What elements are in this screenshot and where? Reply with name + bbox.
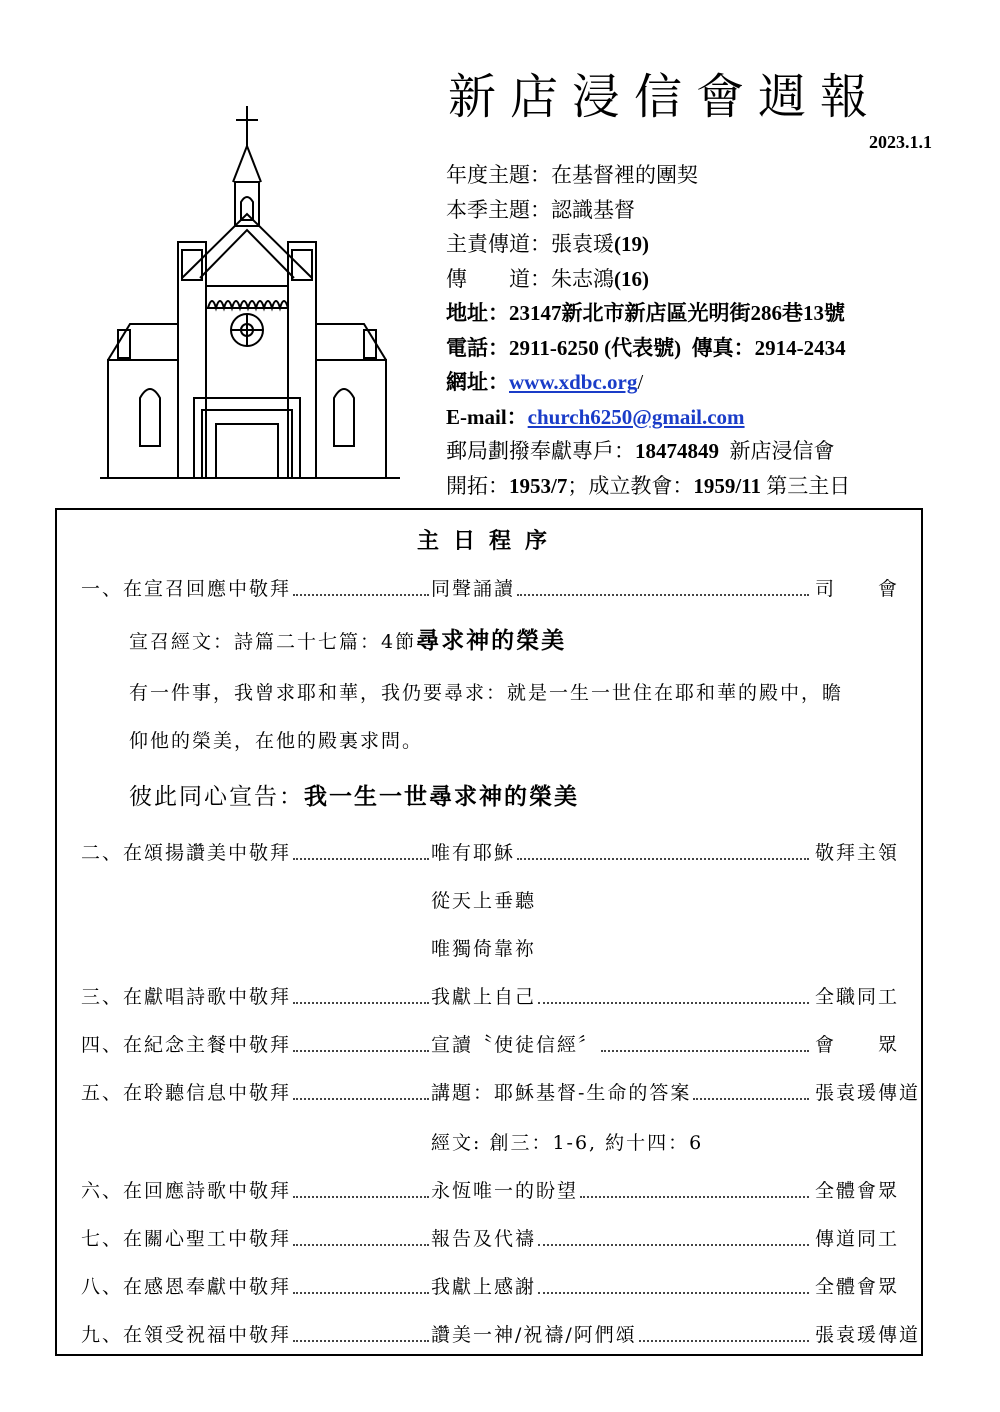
preacher: 傳 道：朱志鴻(16): [446, 266, 649, 291]
program-item: 六、在回應詩歌中敬拜 永恆唯一的盼望 全體會眾: [81, 1176, 901, 1206]
program-item: 一、在宣召回應中敬拜 同聲誦讀 司 會: [81, 574, 901, 604]
declaration: 彼此同心宣告：我一生一世尋求神的榮美: [129, 783, 579, 810]
program-item: 五、在聆聽信息中敬拜 講題：耶穌基督-生命的答案 張袁瑗傳道: [81, 1078, 901, 1108]
email-link[interactable]: church6250@gmail.com: [527, 404, 745, 429]
song-extra-1: 從天上垂聽: [431, 890, 537, 912]
bulletin-date: 2023.1.1: [869, 132, 932, 152]
program-heading: 主日程序: [416, 528, 561, 554]
program-item: 二、在頌揚讚美中敬拜 唯有耶穌 敬拜主領: [81, 838, 901, 868]
website-link[interactable]: www.xdbc.org: [509, 370, 638, 394]
lead-pastor: 主責傳道：張袁瑗(19): [446, 232, 649, 256]
address: 地址：23147新北市新店區光明街286巷13號: [446, 301, 845, 325]
church-info: [446, 158, 850, 503]
phone-fax: 電話：2911-6250 (代表號) 傳真：2914-2434: [446, 335, 846, 360]
program-item: 九、在領受祝福中敬拜 讚美一神/祝禱/阿們頌 張袁瑗傳道: [81, 1320, 901, 1350]
year-theme: 年度主題：在基督裡的團契: [446, 163, 698, 187]
program-item: 四、在紀念主餐中敬拜 宣讀〝使徒信經〞 會 眾: [81, 1030, 901, 1060]
program-item: 七、在關心聖工中敬拜 報告及代禱 傳道同工: [81, 1224, 901, 1254]
song-extra-2: 唯獨倚靠祢: [431, 938, 537, 960]
bulletin-title: 新店浸信會週報: [448, 69, 883, 125]
postal-account: 郵局劃撥奉獻專戶：18474849 新店浸信會: [446, 439, 835, 463]
season-theme: 本季主題：認識基督: [446, 197, 635, 222]
verse-line-1: 有一件事，我曾求耶和華，我仍要尋求：就是一生一世住在耶和華的殿中，瞻: [129, 682, 844, 704]
website: 網址：www.xdbc.org/: [446, 370, 644, 394]
call-verse: 宣召經文：詩篇二十七篇：4節尋求神的榮美: [129, 627, 567, 654]
service-program: [55, 508, 923, 1356]
program-item: 八、在感恩奉獻中敬拜 我獻上感謝 全體會眾: [81, 1272, 901, 1302]
email: E-mail：church6250@gmail.com: [446, 404, 745, 429]
scripture-reference: 經文: 創三：1-6, 約十四：6: [431, 1132, 704, 1154]
program-item: 三、在獻唱詩歌中敬拜 我獻上自己 全職同工: [81, 982, 901, 1012]
founding-dates: 開拓：1953/7；成立教會：1959/11 第三主日: [446, 473, 851, 498]
church-illustration: [100, 98, 400, 498]
verse-line-2: 仰他的榮美，在他的殿裏求問。: [129, 730, 424, 752]
